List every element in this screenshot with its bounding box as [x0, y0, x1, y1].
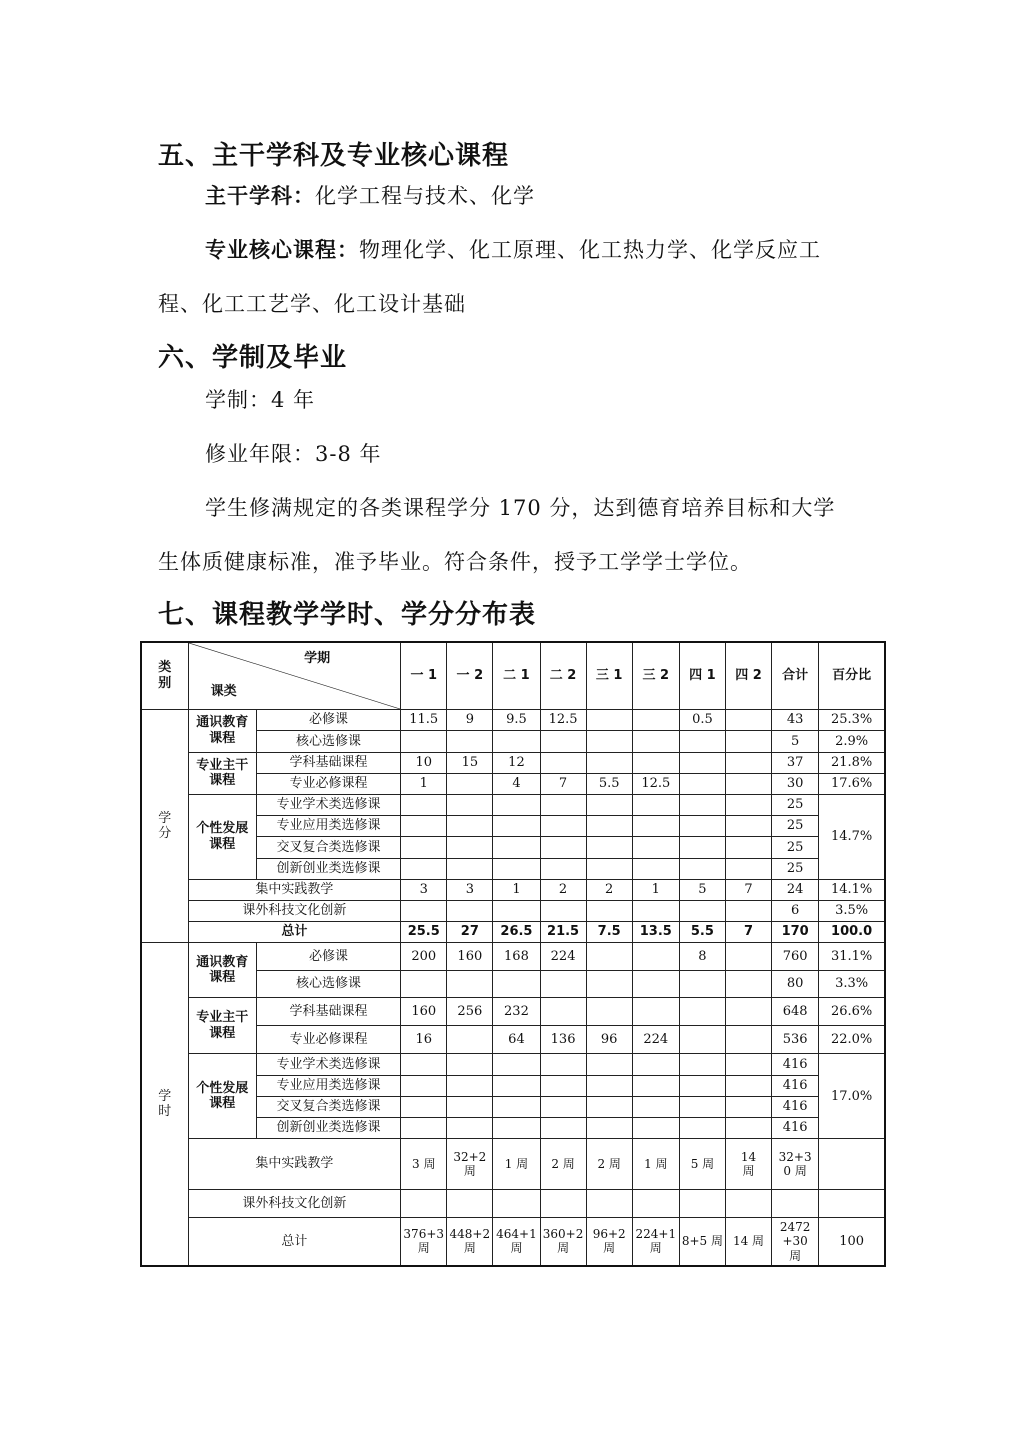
term-value	[447, 731, 493, 752]
section-5-heading: 五、主干学科及专业核心课程	[158, 141, 510, 171]
table-row	[141, 943, 885, 970]
term-value: 224	[632, 1026, 679, 1054]
term-value: 12.5	[632, 773, 679, 794]
header-percent: 百分比	[819, 642, 885, 710]
course-name: 专业必修课程	[256, 1026, 400, 1054]
term-value	[632, 1096, 679, 1117]
term-value	[632, 1054, 679, 1075]
term-value	[493, 970, 540, 997]
term-value	[725, 970, 771, 997]
header-term: 四 2	[725, 642, 771, 710]
term-value	[401, 900, 447, 921]
term-value	[679, 1189, 725, 1217]
term-value	[586, 1075, 632, 1096]
term-value: 1	[493, 879, 540, 900]
term-value: 21.5	[540, 922, 586, 943]
study-duration: 学制：4 年	[205, 388, 316, 412]
term-value	[586, 997, 632, 1025]
term-value: 11.5	[401, 710, 447, 731]
term-value	[447, 1189, 493, 1217]
term-value	[679, 1026, 725, 1054]
term-value	[447, 816, 493, 837]
course-name: 交叉复合类选修课	[256, 1096, 400, 1117]
term-value	[540, 970, 586, 997]
term-value	[447, 794, 493, 815]
graduation-line-1: 学生修满规定的各类课程学分 170 分，达到德育培养目标和大学	[205, 496, 836, 520]
group-personal-development: 个性发展 课程	[188, 794, 256, 879]
row-percent: 26.6%	[819, 997, 885, 1025]
term-value: 8+5 周	[679, 1217, 725, 1266]
term-value	[725, 816, 771, 837]
term-value	[540, 1054, 586, 1075]
course-name: 专业应用类选修课	[256, 816, 400, 837]
term-value	[586, 1189, 632, 1217]
term-value	[679, 837, 725, 858]
term-value: 232	[493, 997, 540, 1025]
header-term: 三 2	[632, 642, 679, 710]
term-value	[725, 1075, 771, 1096]
diagonal-line	[189, 643, 401, 709]
term-value	[679, 773, 725, 794]
term-value	[540, 1075, 586, 1096]
term-value: 5.5	[679, 922, 725, 943]
core-courses-text: 物理化学、化工原理、化工热力学、化学反应工	[359, 238, 821, 262]
term-value	[401, 1118, 447, 1139]
term-value	[540, 1189, 586, 1217]
term-value	[401, 970, 447, 997]
row-total: 25	[772, 816, 819, 837]
group-percent: 14.7%	[819, 794, 885, 879]
term-value	[632, 1118, 679, 1139]
term-value: 10	[401, 752, 447, 773]
main-discipline-text: 化学工程与技术、化学	[315, 184, 535, 208]
row-percent: 25.3%	[819, 710, 885, 731]
row-percent: 31.1%	[819, 943, 885, 970]
term-value: 7	[725, 879, 771, 900]
term-value	[632, 1075, 679, 1096]
term-value	[586, 710, 632, 731]
row-total: 536	[772, 1026, 819, 1054]
term-value	[586, 816, 632, 837]
term-value	[447, 1026, 493, 1054]
term-value: 7	[725, 922, 771, 943]
credit-hour-table	[140, 641, 886, 1267]
term-value	[493, 1075, 540, 1096]
term-value	[725, 997, 771, 1025]
term-value	[725, 1118, 771, 1139]
term-value	[725, 943, 771, 970]
course-name: 专业学术类选修课	[256, 1054, 400, 1075]
row-total: 80	[772, 970, 819, 997]
term-value	[586, 731, 632, 752]
course-name: 专业必修课程	[256, 773, 400, 794]
course-name: 核心选修课	[256, 731, 400, 752]
term-value	[540, 794, 586, 815]
row-total: 170	[772, 922, 819, 943]
term-value: 25.5	[401, 922, 447, 943]
sum-label: 总计	[188, 1217, 401, 1266]
term-value: 1	[401, 773, 447, 794]
table-row	[141, 900, 885, 921]
table-row	[141, 1139, 885, 1189]
core-courses-label: 专业核心课程：	[205, 238, 359, 262]
term-value	[632, 858, 679, 879]
row-total: 416	[772, 1054, 819, 1075]
term-value	[540, 752, 586, 773]
term-value: 7	[540, 773, 586, 794]
term-value	[401, 1096, 447, 1117]
term-value	[493, 1118, 540, 1139]
term-value	[447, 1054, 493, 1075]
term-value: 0.5	[679, 710, 725, 731]
group-personal-development: 个性发展 课程	[188, 1054, 256, 1139]
header-term-label: 学期	[304, 651, 331, 666]
term-value: 5	[679, 879, 725, 900]
total-row	[141, 1217, 885, 1266]
term-value	[725, 1026, 771, 1054]
term-value: 160	[447, 943, 493, 970]
term-value: 464+1 周	[493, 1217, 540, 1266]
term-value: 360+2 周	[540, 1217, 586, 1266]
course-name: 必修课	[256, 710, 400, 731]
term-value	[679, 816, 725, 837]
term-value	[447, 900, 493, 921]
term-value: 1	[632, 879, 679, 900]
term-value	[540, 816, 586, 837]
term-value: 32+2 周	[447, 1139, 493, 1189]
row-total: 416	[772, 1096, 819, 1117]
row-percent: 22.0%	[819, 1026, 885, 1054]
term-value	[679, 970, 725, 997]
term-value	[540, 1096, 586, 1117]
term-value: 13.5	[632, 922, 679, 943]
term-value	[586, 837, 632, 858]
term-value	[401, 1189, 447, 1217]
term-value	[401, 837, 447, 858]
term-value	[493, 731, 540, 752]
term-value: 168	[493, 943, 540, 970]
row-total: 416	[772, 1075, 819, 1096]
term-value	[632, 794, 679, 815]
term-value	[679, 1075, 725, 1096]
main-discipline-label: 主干学科：	[205, 184, 315, 208]
course-name: 必修课	[256, 943, 400, 970]
term-value	[447, 837, 493, 858]
term-value	[586, 900, 632, 921]
course-name: 创新创业类选修课	[256, 858, 400, 879]
row-percent: 17.6%	[819, 773, 885, 794]
term-value: 160	[401, 997, 447, 1025]
term-value	[401, 731, 447, 752]
total-row	[141, 922, 885, 943]
term-value	[493, 858, 540, 879]
row-total: 43	[772, 710, 819, 731]
term-value: 2	[586, 879, 632, 900]
term-value	[679, 794, 725, 815]
term-value	[447, 773, 493, 794]
term-value: 136	[540, 1026, 586, 1054]
row-total: 25	[772, 837, 819, 858]
header-term: 四 1	[679, 642, 725, 710]
section-7-heading: 七、课程教学学时、学分分布表	[158, 600, 537, 630]
term-value	[493, 900, 540, 921]
term-value: 27	[447, 922, 493, 943]
header-total: 合计	[772, 642, 819, 710]
term-value	[540, 858, 586, 879]
table-row	[141, 752, 885, 773]
term-value: 7.5	[586, 922, 632, 943]
term-value: 1 周	[632, 1139, 679, 1189]
term-value: 9.5	[493, 710, 540, 731]
row-percent	[819, 1189, 885, 1217]
row-percent: 2.9%	[819, 731, 885, 752]
table-row	[141, 710, 885, 731]
term-value	[540, 997, 586, 1025]
row-percent: 3.3%	[819, 970, 885, 997]
row-percent: 100.0	[819, 922, 885, 943]
term-value: 2	[540, 879, 586, 900]
term-value	[679, 1118, 725, 1139]
term-value	[493, 794, 540, 815]
term-value	[401, 858, 447, 879]
term-value: 2 周	[540, 1139, 586, 1189]
term-value: 16	[401, 1026, 447, 1054]
study-years: 修业年限：3-8 年	[205, 442, 382, 466]
term-value: 224+1 周	[632, 1217, 679, 1266]
hours-category: 学 时	[141, 943, 188, 1266]
row-total: 25	[772, 794, 819, 815]
term-value	[493, 1096, 540, 1117]
term-value: 4	[493, 773, 540, 794]
term-value	[586, 752, 632, 773]
term-value	[679, 1054, 725, 1075]
term-value	[679, 731, 725, 752]
term-value: 8	[679, 943, 725, 970]
term-value	[632, 816, 679, 837]
term-value: 96+2 周	[586, 1217, 632, 1266]
group-major-core: 专业主干 课程	[188, 997, 256, 1054]
row-total: 30	[772, 773, 819, 794]
term-value	[632, 837, 679, 858]
term-value: 26.5	[493, 922, 540, 943]
course-name: 创新创业类选修课	[256, 1118, 400, 1139]
term-value	[632, 752, 679, 773]
term-value	[401, 1054, 447, 1075]
term-value	[540, 900, 586, 921]
row-percent: 3.5%	[819, 900, 885, 921]
term-value	[586, 943, 632, 970]
term-value	[401, 794, 447, 815]
row-total	[772, 1189, 819, 1217]
term-value	[679, 858, 725, 879]
header-term: 一 1	[401, 642, 447, 710]
core-courses-line-1	[205, 234, 821, 264]
term-value: 2 周	[586, 1139, 632, 1189]
course-name: 学科基础课程	[256, 752, 400, 773]
header-term: 二 1	[493, 642, 540, 710]
row-total: 25	[772, 858, 819, 879]
main-discipline	[205, 180, 535, 210]
term-value	[401, 1075, 447, 1096]
term-value	[725, 858, 771, 879]
term-value	[632, 997, 679, 1025]
term-value: 3	[447, 879, 493, 900]
term-value: 96	[586, 1026, 632, 1054]
term-value	[586, 970, 632, 997]
header-term: 三 1	[586, 642, 632, 710]
table-row	[141, 1054, 885, 1075]
course-name: 学科基础课程	[256, 997, 400, 1025]
extra-activity-label: 课外科技文化创新	[188, 900, 401, 921]
term-value	[725, 1189, 771, 1217]
course-name: 专业应用类选修课	[256, 1075, 400, 1096]
term-value	[725, 900, 771, 921]
extra-activity-label: 课外科技文化创新	[188, 1189, 401, 1217]
term-value	[493, 816, 540, 837]
term-value	[725, 710, 771, 731]
row-total: 2472 +30 周	[772, 1217, 819, 1266]
group-general-education: 通识教育 课程	[188, 710, 256, 752]
term-value	[725, 773, 771, 794]
term-value	[679, 752, 725, 773]
header-category: 类 别	[141, 642, 188, 710]
term-value	[493, 1054, 540, 1075]
term-value: 15	[447, 752, 493, 773]
term-value: 200	[401, 943, 447, 970]
term-value	[725, 1096, 771, 1117]
term-value	[586, 1054, 632, 1075]
term-value: 5.5	[586, 773, 632, 794]
term-value	[632, 970, 679, 997]
term-value: 256	[447, 997, 493, 1025]
row-percent: 21.8%	[819, 752, 885, 773]
group-general-education: 通识教育 课程	[188, 943, 256, 998]
table-row	[141, 997, 885, 1025]
term-value	[401, 816, 447, 837]
term-value	[679, 997, 725, 1025]
course-name: 专业学术类选修课	[256, 794, 400, 815]
term-value: 9	[447, 710, 493, 731]
term-value	[725, 794, 771, 815]
row-total: 24	[772, 879, 819, 900]
course-name: 核心选修课	[256, 970, 400, 997]
table-row	[141, 794, 885, 815]
term-value	[679, 900, 725, 921]
term-value: 64	[493, 1026, 540, 1054]
term-value	[447, 970, 493, 997]
term-value: 14 周	[725, 1217, 771, 1266]
graduation-line-2: 生体质健康标准，准予毕业。符合条件，授予工学学士学位。	[158, 550, 752, 574]
term-value	[725, 837, 771, 858]
term-value	[540, 837, 586, 858]
row-total: 416	[772, 1118, 819, 1139]
group-major-core: 专业主干 课程	[188, 752, 256, 794]
term-value: 14 周	[725, 1139, 771, 1189]
term-value	[632, 710, 679, 731]
term-value	[493, 837, 540, 858]
row-total: 648	[772, 997, 819, 1025]
row-total: 760	[772, 943, 819, 970]
term-value	[586, 794, 632, 815]
term-value: 448+2 周	[447, 1217, 493, 1266]
term-value: 12	[493, 752, 540, 773]
term-value	[586, 1096, 632, 1117]
row-percent: 100	[819, 1217, 885, 1266]
term-value	[632, 1189, 679, 1217]
group-percent: 17.0%	[819, 1054, 885, 1139]
term-value	[447, 858, 493, 879]
term-value	[632, 900, 679, 921]
term-value	[679, 1096, 725, 1117]
header-course-type-label: 课类	[210, 683, 237, 699]
term-value	[632, 731, 679, 752]
term-value	[447, 1075, 493, 1096]
table-row	[141, 879, 885, 900]
credits-category: 学 分	[141, 710, 188, 943]
row-total: 32+3 0 周	[772, 1139, 819, 1189]
header-term: 二 2	[540, 642, 586, 710]
term-value: 3	[401, 879, 447, 900]
term-value	[632, 943, 679, 970]
term-value	[586, 1118, 632, 1139]
term-value: 5 周	[679, 1139, 725, 1189]
practice-label: 集中实践教学	[188, 879, 401, 900]
term-value: 224	[540, 943, 586, 970]
term-value	[540, 1118, 586, 1139]
table-header-row	[141, 642, 885, 710]
row-total: 37	[772, 752, 819, 773]
core-courses-line-2: 程、化工工艺学、化工设计基础	[158, 292, 466, 316]
term-value: 3 周	[401, 1139, 447, 1189]
row-percent	[819, 1139, 885, 1189]
practice-label: 集中实践教学	[188, 1139, 401, 1189]
term-value	[447, 1118, 493, 1139]
course-name: 交叉复合类选修课	[256, 837, 400, 858]
term-value	[725, 731, 771, 752]
term-value	[447, 1096, 493, 1117]
header-diagonal	[188, 642, 401, 710]
table-row	[141, 1189, 885, 1217]
term-value	[493, 1189, 540, 1217]
sum-label: 总计	[188, 922, 401, 943]
term-value	[725, 1054, 771, 1075]
term-value: 1 周	[493, 1139, 540, 1189]
row-total: 6	[772, 900, 819, 921]
row-percent: 14.1%	[819, 879, 885, 900]
header-term: 一 2	[447, 642, 493, 710]
term-value	[540, 731, 586, 752]
term-value: 376+3 周	[401, 1217, 447, 1266]
term-value	[586, 858, 632, 879]
term-value: 12.5	[540, 710, 586, 731]
section-6-heading: 六、学制及毕业	[158, 343, 348, 373]
term-value	[725, 752, 771, 773]
row-total: 5	[772, 731, 819, 752]
